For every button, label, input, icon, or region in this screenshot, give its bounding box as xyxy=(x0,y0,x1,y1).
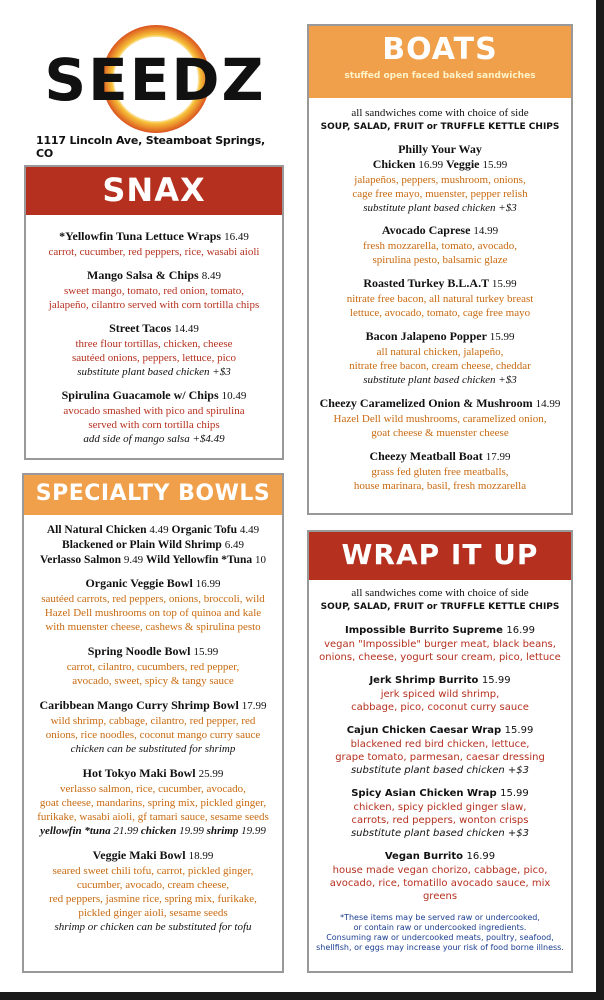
item-title xyxy=(313,276,567,292)
item-name: Cheezy Meatball Boat xyxy=(369,449,483,463)
item-price: 16.99 xyxy=(466,851,496,862)
item-name: Cajun Chicken Caesar Wrap xyxy=(346,725,502,736)
wraps-section xyxy=(307,530,573,973)
snax-header xyxy=(26,167,282,215)
item-price: 16.99 xyxy=(195,578,221,590)
item-description: Hazel Dell mushrooms on top of quinoa and kale xyxy=(44,607,262,619)
boat-item xyxy=(313,276,567,320)
item-price: 17.99 xyxy=(485,451,511,463)
item-description: nitrate free bacon, all natural turkey breast xyxy=(346,293,534,305)
item-description: avocado, sweet, spicy & tangy sauce xyxy=(72,675,234,687)
item-price: 14.99 xyxy=(473,225,499,237)
protein-row xyxy=(28,553,278,568)
item-description: carrots, red peppers, wonton crisps xyxy=(351,815,529,826)
disclaimer-line: or contain raw or undercooked ingredients. xyxy=(353,923,527,932)
item-description: carrot, cilantro, cucumbers, red pepper, xyxy=(66,661,240,673)
bowl-item xyxy=(28,766,278,838)
bowl-item xyxy=(28,644,278,688)
item-title xyxy=(28,848,278,864)
boats-side-note: all sandwiches come with choice of side xyxy=(351,107,529,119)
item-description: pickled ginger aioli, sesame seeds xyxy=(78,907,228,919)
snax-title: SNAX xyxy=(102,171,206,209)
boats-side-options: SOUP, SALAD, FRUIT or TRUFFLE KETTLE CHIPS xyxy=(320,122,560,132)
item-name: Roasted Turkey B.L.A.T xyxy=(363,276,489,290)
item-description: carrot, cucumber, red peppers, rice, wasabi aioli xyxy=(48,246,260,258)
item-title xyxy=(28,644,278,660)
item-description: grape tomato, parmesan, caesar dressing xyxy=(335,752,545,763)
item-title xyxy=(313,787,567,801)
item-description: jerk spiced wild shrimp, xyxy=(380,689,500,700)
tokyo-option-price: 21.99 xyxy=(113,825,139,837)
restaurant-address: 1117 Lincoln Ave, Steamboat Springs, CO xyxy=(36,134,266,160)
item-title xyxy=(313,396,567,412)
specialty-bowls-section xyxy=(22,473,284,973)
wraps-header xyxy=(309,532,571,580)
item-title xyxy=(28,698,278,714)
item-name: Bacon Jalapeno Popper xyxy=(365,329,487,343)
item-description: cabbage, pico, coconut curry sauce xyxy=(351,702,529,713)
item-description: with muenster cheese, cashews & spirulina pesto xyxy=(45,621,261,633)
item-title xyxy=(313,223,567,239)
protein-price: 10 xyxy=(255,554,267,566)
item-description: served with corn tortilla chips xyxy=(88,419,220,431)
item-name: Mango Salsa & Chips xyxy=(87,268,199,282)
item-description: verlasso salmon, rice, cucumber, avocado, xyxy=(60,783,246,795)
item-name: Organic Veggie Bowl xyxy=(85,576,193,590)
item-description: jalapeños, peppers, mushroom, onions, xyxy=(354,174,526,186)
tokyo-options xyxy=(28,824,278,838)
bowls-title: SPECIALTY BOWLS xyxy=(35,481,271,506)
item-description: red peppers, jasmine rice, spring mix, furikake, xyxy=(49,893,257,905)
item-price: 8.49 xyxy=(201,270,221,282)
item-name: Cheezy Caramelized Onion & Mushroom xyxy=(319,396,533,410)
item-name: Spring Noodle Bowl xyxy=(87,644,191,658)
boat-item xyxy=(313,449,567,493)
boats-subtitle: stuffed open faced baked sandwiches xyxy=(344,71,536,81)
item-title xyxy=(313,624,567,638)
snax-section xyxy=(24,165,284,460)
item-description: grass fed gluten free meatballs, xyxy=(371,466,509,478)
item-note: substitute plant based chicken +$3 xyxy=(350,828,530,839)
boats-title: BOATS xyxy=(382,32,498,67)
snax-item xyxy=(32,229,276,259)
item-name: Avocado Caprese xyxy=(381,223,471,237)
item-title xyxy=(32,229,276,245)
item-description: vegan "Impossible" burger meat, black beans, xyxy=(324,639,556,650)
item-title xyxy=(28,766,278,782)
bowl-item xyxy=(28,576,278,634)
seedz-logo xyxy=(28,24,283,136)
item-note: substitute plant based chicken +$3 xyxy=(363,202,517,214)
item-title xyxy=(32,321,276,337)
item-price: 15.99 xyxy=(491,278,517,290)
item-note: substitute plant based chicken +$3 xyxy=(350,765,530,776)
snax-item xyxy=(32,321,276,379)
item-title xyxy=(28,576,278,592)
wrap-item xyxy=(313,674,567,714)
tokyo-option-name: chicken xyxy=(140,825,177,837)
boats-section xyxy=(307,24,573,515)
tokyo-option-name: yellowfin *tuna xyxy=(40,825,111,837)
disclaimer-line: *These items may be served raw or undercooked, xyxy=(340,913,540,922)
item-title xyxy=(313,724,567,738)
item-name: *Yellowfin Tuna Lettuce Wraps xyxy=(59,229,222,243)
protein-price: 4.49 xyxy=(239,524,260,536)
item-description: avocado, rice, tomatillo avocado sauce, mix greens xyxy=(329,878,551,902)
item-note: substitute plant based chicken +$3 xyxy=(363,374,517,386)
item-description: all natural chicken, jalapeño, xyxy=(376,346,504,358)
item-description: nitrate free bacon, cream cheese, cheddar xyxy=(349,360,531,372)
item-description: Hazel Dell wild mushrooms, caramelized onion, xyxy=(333,413,547,425)
item-description: goat cheese, mandarins, spring mix, pickled ginger, xyxy=(39,797,267,809)
item-title xyxy=(313,674,567,688)
item-title xyxy=(313,329,567,345)
item-description: goat cheese & muenster cheese xyxy=(371,427,509,439)
item-description: sweet mango, tomato, red onion, tomato, xyxy=(64,285,244,297)
item-title xyxy=(313,449,567,465)
wrap-item xyxy=(313,850,567,903)
item-name: Impossible Burrito Supreme xyxy=(344,625,503,636)
item-name: Street Tacos xyxy=(109,321,172,335)
wraps-side-options: SOUP, SALAD, FRUIT or TRUFFLE KETTLE CHIPS xyxy=(320,602,560,612)
item-description: spirulina pesto, balsamic glaze xyxy=(372,254,508,266)
item-price: 17.99 xyxy=(241,700,267,712)
tokyo-option-name: shrimp xyxy=(206,825,239,837)
item-description: jalapeño, cilantro served with corn tortilla chips xyxy=(48,299,260,311)
item-description: onions, rice noodles, coconut mango curry sauce xyxy=(45,729,261,741)
item-name: Spirulina Guacamole w/ Chips xyxy=(61,388,219,402)
snax-item xyxy=(32,388,276,446)
item-price: 16.49 xyxy=(224,231,249,243)
item-description: cucumber, avocado, cream cheese, xyxy=(76,879,230,891)
item-note: chicken can be substituted for shrimp xyxy=(70,743,236,755)
item-price: 15.99 xyxy=(193,646,219,658)
philly-option-price: 16.99 xyxy=(418,159,444,171)
bowl-item xyxy=(28,848,278,934)
item-description: cage free mayo, muenster, pepper relish xyxy=(352,188,528,200)
item-price: 15.99 xyxy=(481,675,511,686)
protein-name: Blackened or Plain Wild Shrimp xyxy=(62,539,222,551)
philly-option-price: 15.99 xyxy=(482,159,508,171)
tokyo-option-price: 19.99 xyxy=(179,825,204,837)
boat-item xyxy=(313,396,567,440)
item-price: 18.99 xyxy=(188,850,214,862)
logo-wordmark: SEEDZ xyxy=(44,46,266,114)
item-price: 16.99 xyxy=(506,625,536,636)
logo-ring-icon xyxy=(28,24,283,136)
item-description: wild shrimp, cabbage, cilantro, red pepper, red xyxy=(50,715,256,727)
item-description: blackened red bird chicken, lettuce, xyxy=(350,739,530,750)
item-price: 10.49 xyxy=(221,390,247,402)
item-description: furikake, wasabi aioli, gf tamari sauce, sesame seeds xyxy=(37,811,269,823)
protein-row xyxy=(28,523,278,538)
bowls-header xyxy=(24,475,282,515)
philly-options xyxy=(313,157,567,173)
item-title xyxy=(32,268,276,284)
item-description: avocado smashed with pico and spirulina xyxy=(63,405,245,417)
protein-row xyxy=(28,538,278,553)
item-note: shrimp or chicken can be substituted for tofu xyxy=(54,921,252,933)
protein-price: 9.49 xyxy=(123,554,144,566)
protein-price: 6.49 xyxy=(224,539,244,551)
boat-item xyxy=(313,223,567,267)
item-price: 15.99 xyxy=(504,725,534,736)
wrap-item xyxy=(313,724,567,777)
item-note: add side of mango salsa +$4.49 xyxy=(83,433,225,445)
item-description: seared sweet chili tofu, carrot, pickled ginger, xyxy=(52,865,254,877)
philly-option-name: Veggie xyxy=(445,157,480,171)
page-right-border xyxy=(596,0,604,1000)
item-description: chicken, spicy pickled ginger slaw, xyxy=(353,802,527,813)
item-description: house marinara, basil, fresh mozzarella xyxy=(353,480,527,492)
boat-item xyxy=(313,329,567,387)
item-title xyxy=(32,388,276,404)
item-name: Caribbean Mango Curry Shrimp Bowl xyxy=(39,698,239,712)
wrap-item xyxy=(313,624,567,664)
disclaimer-line: Consuming raw or undercooked meats, poultry, seafood, xyxy=(326,933,554,942)
bowl-item xyxy=(28,698,278,756)
boats-header xyxy=(309,26,571,98)
philly-option-name: Chicken xyxy=(372,157,416,171)
protein-name: Verlasso Salmon xyxy=(39,554,122,566)
item-description: house made vegan chorizo, cabbage, pico, xyxy=(332,865,548,876)
wrap-item xyxy=(313,787,567,840)
item-price: 15.99 xyxy=(500,788,529,799)
item-name: Spicy Asian Chicken Wrap xyxy=(351,788,497,799)
protein-name: Organic Tofu xyxy=(171,524,238,536)
item-price: 14.99 xyxy=(535,398,561,410)
protein-name: All Natural Chicken xyxy=(46,524,147,536)
item-description: lettuce, avocado, tomato, cage free mayo xyxy=(349,307,531,319)
item-note: substitute plant based chicken +$3 xyxy=(77,366,231,378)
wraps-side-note: all sandwiches come with choice of side xyxy=(351,587,529,599)
page-bottom-border xyxy=(0,992,604,1000)
item-description: sautéed onions, peppers, lettuce, pico xyxy=(71,352,237,364)
wraps-title: WRAP IT UP xyxy=(341,538,539,571)
item-price: 25.99 xyxy=(198,768,224,780)
item-name: Vegan Burrito xyxy=(384,851,464,862)
protein-name: Wild Yellowfin *Tuna xyxy=(145,554,253,566)
item-price: 15.99 xyxy=(489,331,515,343)
snax-item xyxy=(32,268,276,312)
philly-title: Philly Your Way xyxy=(398,142,482,156)
item-price: 14.49 xyxy=(174,323,199,335)
item-description: sautéed carrots, red peppers, onions, broccoli, wild xyxy=(41,593,265,605)
item-description: fresh mozzarella, tomato, avocado, xyxy=(363,240,517,252)
item-name: Hot Tokyo Maki Bowl xyxy=(82,766,196,780)
item-title xyxy=(313,850,567,864)
protein-price: 4.49 xyxy=(149,524,169,536)
disclaimer-line: shellfish, or eggs may increase your risk of food borne illness. xyxy=(316,943,564,952)
tokyo-option-price: 19.99 xyxy=(241,825,266,837)
item-description: three flour tortillas, chicken, cheese xyxy=(75,338,233,350)
item-description: onions, cheese, yogurt sour cream, pico, lettuce xyxy=(319,652,561,663)
item-name: Veggie Maki Bowl xyxy=(92,848,186,862)
item-name: Jerk Shrimp Burrito xyxy=(369,675,479,686)
